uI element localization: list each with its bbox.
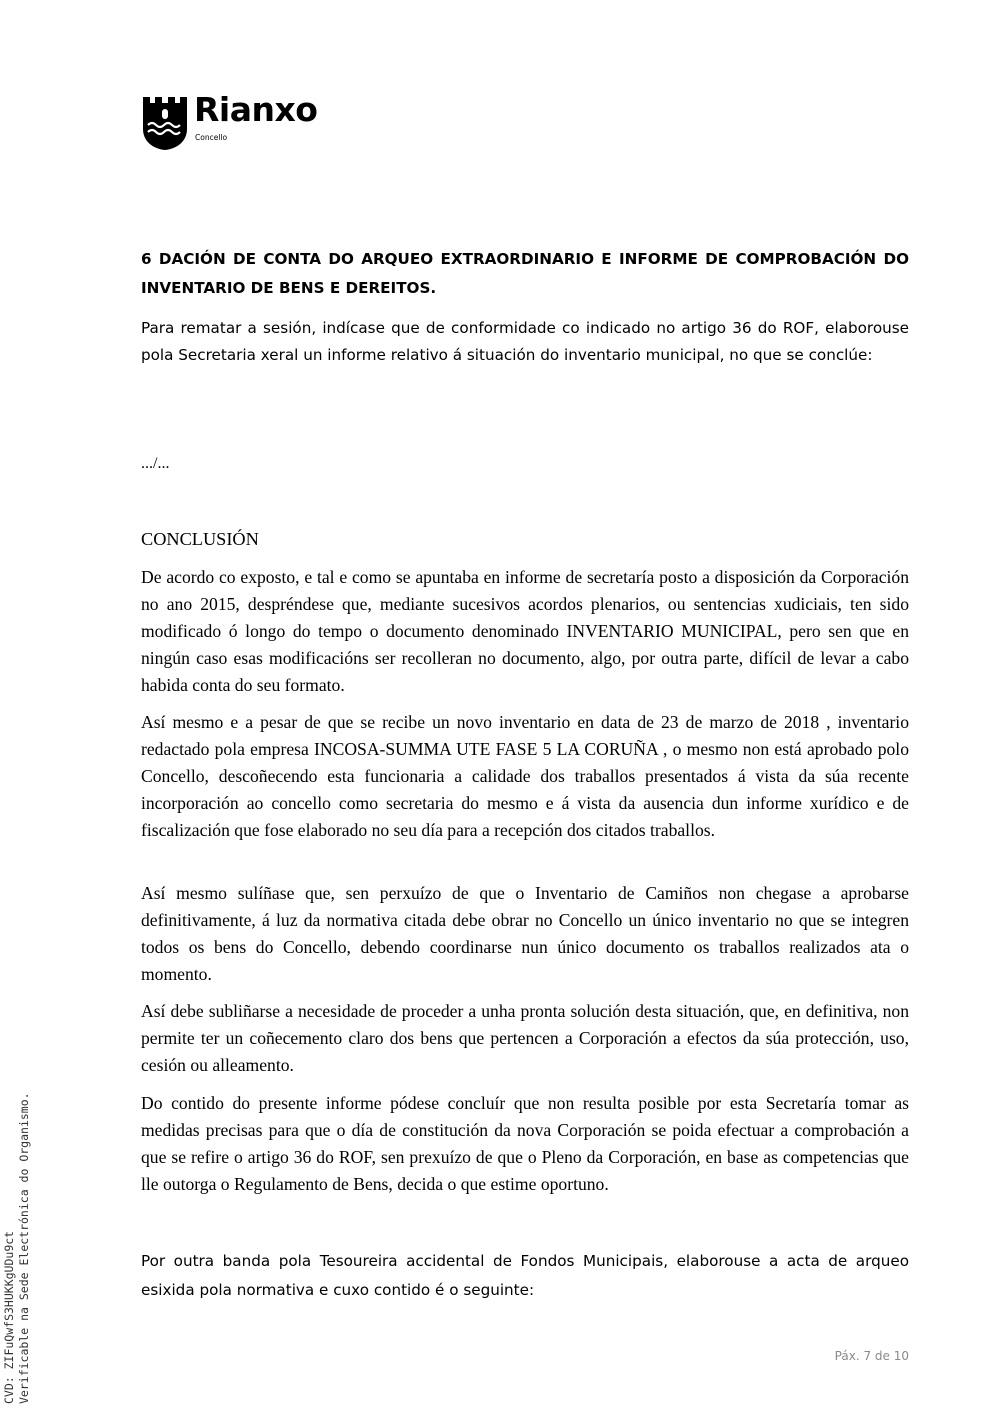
verification-note: Verificable na Sede Electrónica do Organismo. <box>17 1092 31 1404</box>
section-heading: 6 DACIÓN DE CONTA DO ARQUEO EXTRAORDINARIO E INFORME DE COMPROBACIÓN DO INVENTARIO DE BENS E DEREITOS. <box>141 250 909 297</box>
closing-paragraph: Por outra banda pola Tesoureira accidental de Fondos Municipais, elaborouse a acta de arqueo esixida pola normativa e cuxo contido é o seguinte: <box>141 1252 909 1299</box>
conclusion-paragraph: Así mesmo sulíñase que, sen perxuízo de que o Inventario de Camiños non chegase a aprobarse definitivamente, á luz da normativa citada debe obrar no Concello un único inventario no que se integren todos os bens do Concello, debendo coordinarse nun único documento os traballos realizados ata o momento. <box>141 883 909 984</box>
logo-subtitle: Concello <box>195 133 228 142</box>
intro-paragraph: Para rematar a sesión, indícase que de conformidade co indicado no artigo 36 do ROF, elaborouse pola Secretaria xeral un informe relativo á situación do inventario municipal, no que se conclúe: <box>141 319 909 364</box>
verification-side-text <box>2 1092 32 1404</box>
conclusion-paragraph: De acordo co exposto, e tal e como se apuntaba en informe de secretaría posto a disposición da Corporación no ano 2015, despréndese que, mediante sucesivos acordos plenarios, ou sentencias xudiciais, ten sido modificado ó longo do tempo o documento denominado INVENTARIO MUNICIPAL, pero sen que en ningún caso esas modificacións ser recolleran no documento, algo, por outra parte, difícil de levar a cabo habida conta do seu formato. <box>141 567 909 695</box>
conclusion-paragraph: Do contido do presente informe pódese concluír que non resulta posible por esta Secretaría tomar as medidas precisas para que o día de constitución da nova Corporación se poida efectuar a comprobación a que se refire o artigo 36 do ROF, sen prexuízo de que o Pleno da Corporación, en base as competencias que lle outorga o Regulamento de Bens, decida o que estime oportuno. <box>141 1093 909 1194</box>
conclusion-paragraph: Así mesmo e a pesar de que se recibe un novo inventario en data de 23 de marzo de 2018 , inventario redactado pola empresa INCOSA-SUMMA UTE FASE 5 LA CORUÑA , o mesmo non está aprobado polo Concello, descoñecendo esta funcionaria a calidade dos traballos presentados á vista da súa recente incorporación ao concello como secretaria do mesmo e á vista da ausencia dun informe xurídico e de fiscalización que fose elaborado no seu día para a recepción dos citados traballos. <box>141 712 909 840</box>
omission-marker: .../... <box>141 455 170 472</box>
page-number: Páx. 7 de 10 <box>834 1349 909 1363</box>
verification-code: CVD: ZIFuQwfS3HUKKgUDu9ct <box>2 1230 16 1404</box>
castle-shield-icon <box>142 95 188 151</box>
council-logo <box>142 90 352 153</box>
conclusion-title: CONCLUSIÓN <box>141 529 259 549</box>
logo-name: Rianxo <box>194 90 318 129</box>
conclusion-paragraph: Así debe subliñarse a necesidade de proceder a unha pronta solución desta situación, que, en definitiva, non permite ter un coñecemento claro dos bens que pertencen a Corporación a efectos da súa protección, uso, cesión ou alleamento. <box>141 1001 909 1075</box>
